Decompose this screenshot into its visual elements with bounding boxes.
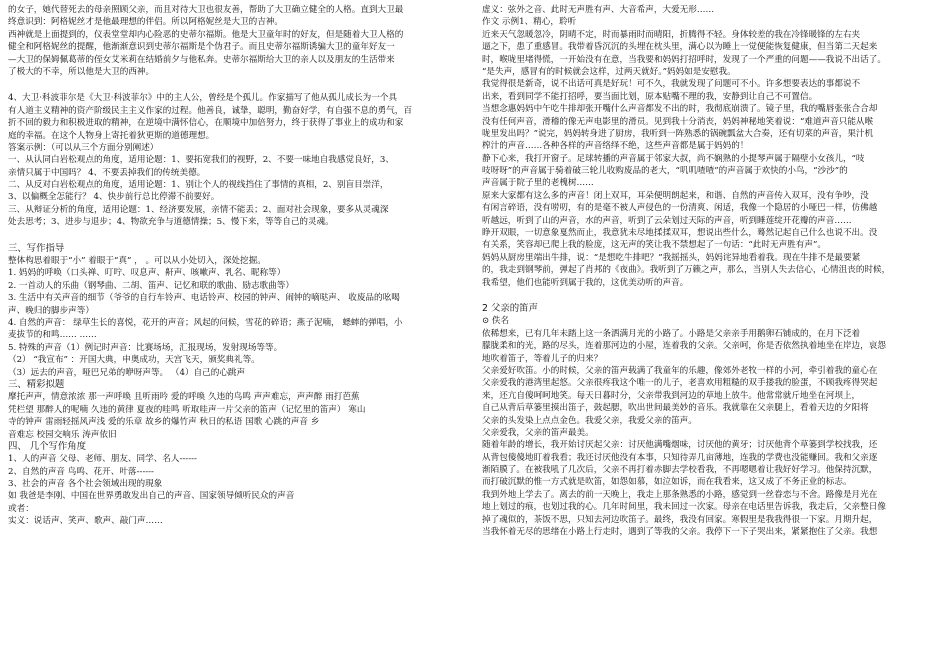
text-line: 的女子，她代替死去的母亲照顾父亲，而且对待大卫也很友善，帮助了大卫确立健全的人格。直到大卫最 [8,5,404,15]
text-line: 睁开双眼，一切意象戛然而止，我意犹未尽地揉揉双耳，想说出些什么，蓦然记起自己什么也说不出。没 [482,228,878,239]
text-line: 3、以偏概全怎能行？ 4、快步前行总比停滞不前要好。 [8,192,220,203]
text-line: 随着年龄的增长，我开始讨厌起父亲：讨厌他满嘴烟味，讨厌他的黄牙；讨厌他背个草篓到学校找我，还 [482,440,878,451]
text-line: （3）远去的声音，哑巴兄弟的咿呀声等。 （4）自己的心跳声 [8,367,246,378]
text-line: 没有任何声音，滑稽的像无声电影里的滑员。见到我十分消丧，妈妈神秘地笑着说：“难道声音只能从喉 [482,116,874,127]
text-line: 健全和阿格妮丝的提醒，他渐渐意识到史蒂尔福斯是个伪君子。而且史蒂尔福斯诱骗大卫的童年好友一 [8,42,395,53]
text-line: 实义：说话声、笑声、歌声、敲门声…… [8,516,163,527]
text-line: 三、从辩证分析的角度，适用论题：1、经济要发展，亲情不能丢；2、面对社会现象，要多从灵魂深 [8,204,389,215]
text-line: 庭的幸福。在这个人物身上寄托着狄更斯的道德理想。 [8,130,215,141]
text-line: 终意识到：阿格妮丝才是他最理想的伴侣。所以阿格妮丝是大卫的吉神。 [8,17,284,28]
text-line: 掉了魂似的，茶饭不思，只知去河边吹笛子。最终，我没有回家。寒假里是我我得很一下家。月期升起， [482,514,878,525]
text-line: 摩托声声，情意浓浓 那一声呼唤 且听雨吟 爱的呼唤 久违的鸟鸣 声声难忘，声声醉 雨打芭蕉 [8,392,360,403]
text-line: 1、人的声音 父母、老师、朋友、同学、名人------ [8,454,197,465]
text-line: 虚义：弦外之音、此时无声胜有声、大音希声，大爱无形…… [482,5,715,15]
text-line: 4. 自然的声音： 绿草生长的喜悦，花开的声音；风起的问候，雪花的碎语；燕子泥喃， 蟋蟀的弹唱，小 [8,317,403,328]
text-line: 朦胧柔和的光，路的尽头，连着那河边的小屋，连着我的父亲。父亲呵，你是否依然执着地坐在岸边，哀怨 [482,341,886,352]
text-line: 我觉得很是新奇，说不出话可真是好玩！可不久，我就发现了问题可不小。许多想要表达的事都说不 [482,79,861,90]
text-line: 原来大家都有这么多的声音！闭上双耳，耳朵便明朗起来，和谐、自然的声音传入双耳，没有争吵，没 [482,190,869,201]
text-line: 整体构思着眼于“小” 着眼于“真” ， 。可以从小处切入，深处挖掘。 [8,256,266,267]
right-column [482,4,940,538]
left-block-2 [8,92,446,228]
text-line: 有闲言碎语，没有唠叨，有的是毫不被人声侵色的一份清爽、闲适，我像一个隐居的小哑巴一样，仿佛越 [482,203,878,214]
text-line: 有关系，笑容却已爬上我的脸庞，这无声的笑让我不禁想起了一句话：“此时无声胜有声”。 [482,240,826,251]
text-line: 音难忘 校园交响乐 涛声依旧 [8,429,117,440]
text-line: —大卫的保姆佩葛蒂的侄女艾米莉在结婚前夕与他私奔。史蒂尔福斯给大卫的亲人以及朋友的生活带来 [8,54,395,65]
text-line: 依稀想来，已有几年未踏上这一条洒满月光的小路了。小路是父亲亲手用鹅卵石铺成的，在月下泛着 [482,328,861,339]
text-line: 吱呀呀”的声音属于骑着破三轮儿收购废品的老大，“叽叽喳喳”的声音属于欢快的小鸟，“沙沙”的 [482,166,848,177]
text-line: 二、从反对白岩松观点的角度，适用论题：1、别让个人的视线挡住了事情的真相，2、别盲目崇洋， [8,180,389,191]
text-line: “是失声，感冒有的时候就会这样，过两天就好。”妈妈如是安慰我。 [482,66,736,77]
text-line: 地上划过的痕，也划过我的心。几年时间里，我未回过一次家。母亲在电话里告诉我，我走后，父亲整日像 [482,502,886,513]
text-line: 自己从背后草篓里摸出笛子，鼓起腮，吹出世间最美妙的音乐。我就靠在父亲腿上，看着天边的夕阳将 [482,403,869,414]
text-line: 从背包傻傻地盯着我看；我还讨厌他没有本事，只知待弄几亩薄地，连我的学费也没能赚回。我和父亲逐 [482,452,878,463]
text-line: 4、大卫·科波菲尔是《大卫·科波菲尔》中的主人公，曾经是个孤儿。作家描写了他从孤儿成长为一个具 [8,93,398,104]
text-line: 或者： [8,503,34,514]
essay-author: ⊙ 佚名 [482,316,510,327]
text-line: 当我怀着无尽的思绪在小路上行走时，遇到了等我的父亲。我停下一下子哭出来，紧紧抱住了父亲。我想 [482,527,878,538]
text-line: 近来天气忽暖忽冷，阴晴不定，时而暴雨时而晴阳，折腾得不轻。身体较差的我在冷锋暖锋的左右夹 [482,29,861,40]
essay-title: 2 父亲的笛声 [482,302,538,314]
text-line: 时，喉咙里堵得慌，一开始没有在意，当我要和妈妈打招呼时，发现了一个严重的问题——我说不出话了。 [482,54,886,65]
text-line: 声音属于院子里的老槐树…… [482,178,594,189]
section-heading: 四、 几个写作角度 [8,440,86,452]
text-line: 1. 妈妈的呼唤（口头禅、叮咛、叹息声、鼾声、咳嗽声、乳名、昵称等） [8,268,286,279]
text-line: 听越远，听到了山的声音，水的声音，听到了云朵划过天际的声音，听到睡莲绽开花瓣的声音…… [482,215,852,226]
text-line: 咙里发出吗？”说完，妈妈转身进了厨房，我听到一阵熟悉的锅碗瓢盆大合奏，还有切菜的声音，果汁机 [482,128,874,139]
text-line: 声、晚归的脚步声等） [8,305,94,316]
text-line: 2. 一首动人的乐曲（钢琴曲、二胡、笛声、记忆和联的歌曲、励志歌曲等） [8,280,294,291]
text-line: 当想念惠妈妈中午吃牛排却张开嘴什么声音都发不出的时，我彻底崩溃了。镜子里，我的嘴唇张张合合却 [482,104,878,115]
text-line: 寺的钟声 雷雨轻摇风声浅 爱的乐章 故乡的爆竹声 秋日的私语 国歌 心跳的声音 乡 [8,417,320,428]
text-line: 我到外地上学去了。离去的前一天晚上，我走上那条熟悉的小路，感觉到一丝眷恋与不舍。路像是月光在 [482,489,878,500]
text-line: 3. 生活中有关声音的细节（爷爷的自行车铃声、电话铃声、校园的钟声、闹钟的嘀哒声、 收废品的吆喝 [8,293,400,304]
text-line: 折不回的毅力和积极进取的精神，在逆境中满怀信心，在顺境中加倍努力，终于获得了事业上的成功和家 [8,118,404,129]
right-block-2 [482,303,940,538]
text-line: 亲情只属于中国吗？ 4、不要丢掉我们的传统美德。 [8,167,206,178]
text-line: 父亲爱我的港湾里起悠。父亲很疼我这个唯一的儿子，老喜欢用粗糙的双手搂我的脸蛋，不顾我疼得哭起 [482,378,878,389]
text-line: 了极大的不幸，所以他是大卫的西神。 [8,66,155,77]
text-line: 地吹着笛子，等着儿子的归来？ [482,353,603,364]
section-heading: 三、精彩拟题 [8,378,65,390]
text-line: 作文 示例1、精心，聆听 [482,17,577,28]
text-line: 如 我爸是李刚、中国在世界勇敢发出自己的声音、国家领导倾听民众的声音 [8,491,295,502]
text-line: 父亲的头发染上点点金色。我爱父亲，我爱父亲的笛声。 [482,415,697,426]
text-line: 3、社会的声音 各个社会领域出现的現象 [8,479,163,490]
right-block-1 [482,4,940,289]
text-line: 出来，看到同学不能打招呼，要当面比划，原本贴嘴不理的我，安静到让自己不可置信。 [482,91,818,102]
text-line: 的，我走到钢琴前，弹起了肖邦的《夜曲》。我听到了万籁之声，那么，当别人失去信心，心情沮丧的时候， [482,265,891,276]
text-line: 父亲爱我，父亲的笛声最美。 [482,427,594,438]
text-line: 逼之下，患了重感冒。我带着昏沉沉的头埋在枕头里，满心以为睡上一觉便能恢复健康，但当第二天起来 [482,42,878,53]
text-line: 榨汁的声音……各种各样的声音络绎不绝，这些声音都是属于妈妈的！ [482,141,749,152]
text-line: 处去思考；3、进步与退步；4、物欲充争与道德情操；5、慢下来，等等自己的灵魂。 [8,217,334,228]
text-line: 一、从认同白岩松观点的角度，适用论题：1、要拓宽我们的视野，2、不要一味地自我感觉良好，3、 [8,155,394,166]
text-line: 来，还亢自傻呵呵地笑。每天日暮时分，父亲带我到河边的草地上放牛。他常常就斤地坐在河坝上， [482,390,861,401]
left-column [8,4,446,528]
text-line: 渐陌膜了。在被我吼了几次后，父亲不再打着赤脚去学校看我，不再嗯嗯着让我好好学习。他保持沉默， [482,465,878,476]
text-line: 妈妈从厨房里端出牛排，说：“是想吃牛排吧？”我摇摇头，妈妈诧异地看着我。现在牛排不是最要紧 [482,252,861,263]
left-block-1 [8,4,446,78]
text-line: 父亲爱好吹笛。小的时候，父亲的笛声载满了我童年的乐趣，像郊外老牧一样的小河，牵引着我的童心在 [482,365,878,376]
text-line: 而打破沉默的惟一方式就是吹笛，如怨如慕，如泣如诉，而在我看来，这又成了不务正业的标志。 [482,477,852,488]
left-block-3 [8,243,446,528]
text-line: 静下心来，我打开窗子。足球转播的声音属于邻家大叔，尚不娴熟的小提琴声属于隔壁小女孩儿，“吱 [482,153,865,164]
text-line: 凭栏望 那醉人的呢喃 久违的黄律 夏夜的哇鸣 听取哇声一片父亲的笛声（记忆里的笛声） 寒山 [8,404,366,415]
text-line: 麦拔节的和鸣…… …… [8,330,97,341]
text-line: （2） “我宣布” ：开国大典，申奥成功，天宫飞天，颁奖典礼等。 [8,355,260,366]
text-line: 答案示例：（可以从三个方面分别阐述） [8,142,159,153]
text-line: 我希望，他们也能听到属于我的，这优美动听的声音。 [482,277,689,288]
text-line: 有人道主义精神的资产阶级民主主义作家的过程。他善良，诚挚，聪明，勤奋好学，有自强不息的勇气，百 [8,105,412,116]
text-line: 西神就是上面提到的，仪表堂堂却内心险恶的史蒂尔福斯。他是大卫童年时的好友，但是随着大卫人格的 [8,29,404,40]
text-line: 5. 特殊的声音（1）例记时声音：比赛场场，汇报现场，发射现场等等。 [8,342,283,353]
text-line: 2、自然的声音 鸟鸣、花开、叶落------ [8,466,154,477]
section-heading: 三、写作指导 [8,242,65,254]
